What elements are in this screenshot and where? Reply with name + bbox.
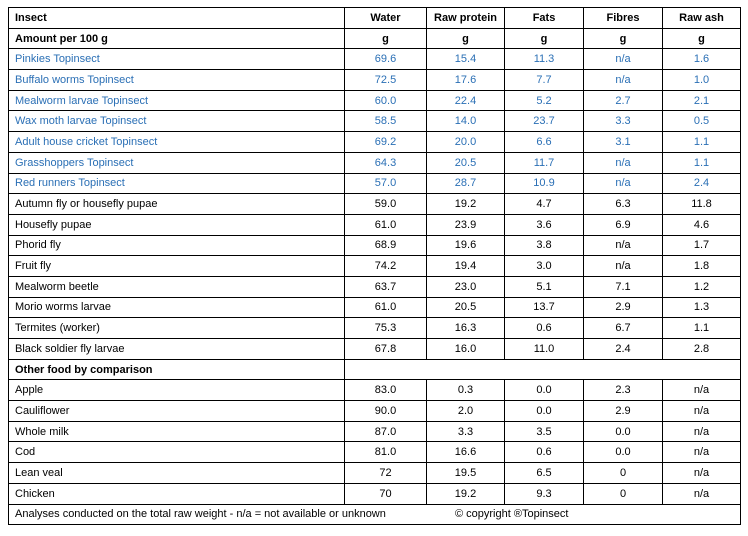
table-row xyxy=(9,483,741,504)
cell-water: 57.0 xyxy=(345,173,427,194)
footer-note: Analyses conducted on the total raw weight - n/a = not available or unknown xyxy=(15,508,386,521)
header-insect: Insect xyxy=(9,8,345,29)
unit-fibres: g xyxy=(584,28,663,49)
nutrition-table-body xyxy=(9,8,741,525)
row-name: Red runners Topinsect xyxy=(9,173,345,194)
units-label: Amount per 100 g xyxy=(9,28,345,49)
cell-raw-ash: 1.8 xyxy=(663,256,741,277)
row-name: Grasshoppers Topinsect xyxy=(9,152,345,173)
header-raw-protein: Raw protein xyxy=(427,8,505,29)
cell-fats: 7.7 xyxy=(505,70,584,91)
cell-water: 83.0 xyxy=(345,380,427,401)
footer-cell xyxy=(9,504,741,525)
table-row xyxy=(9,463,741,484)
cell-raw-protein: 3.3 xyxy=(427,421,505,442)
cell-raw-ash: 1.0 xyxy=(663,70,741,91)
cell-fibres: 3.1 xyxy=(584,132,663,153)
cell-water: 69.6 xyxy=(345,49,427,70)
footer-copyright: © copyright ®Topinsect xyxy=(455,508,569,521)
cell-fats: 5.2 xyxy=(505,90,584,111)
cell-raw-ash: 1.1 xyxy=(663,132,741,153)
cell-raw-protein: 19.6 xyxy=(427,235,505,256)
cell-fats: 11.7 xyxy=(505,152,584,173)
row-name: Cod xyxy=(9,442,345,463)
nutrition-table xyxy=(8,7,741,525)
cell-fats: 0.6 xyxy=(505,442,584,463)
cell-water: 90.0 xyxy=(345,401,427,422)
table-row xyxy=(9,339,741,360)
cell-fats: 10.9 xyxy=(505,173,584,194)
cell-fats: 0.6 xyxy=(505,318,584,339)
cell-raw-ash: 1.6 xyxy=(663,49,741,70)
row-name: Apple xyxy=(9,380,345,401)
cell-raw-protein: 20.0 xyxy=(427,132,505,153)
cell-raw-protein: 17.6 xyxy=(427,70,505,91)
header-fibres: Fibres xyxy=(584,8,663,29)
cell-raw-protein: 0.3 xyxy=(427,380,505,401)
cell-fats: 6.5 xyxy=(505,463,584,484)
cell-raw-protein: 16.6 xyxy=(427,442,505,463)
cell-fibres: 6.3 xyxy=(584,194,663,215)
cell-fats: 5.1 xyxy=(505,276,584,297)
cell-raw-ash: n/a xyxy=(663,483,741,504)
row-name: Adult house cricket Topinsect xyxy=(9,132,345,153)
cell-fibres: 2.7 xyxy=(584,90,663,111)
nutrition-table-container xyxy=(8,7,741,525)
row-name: Phorid fly xyxy=(9,235,345,256)
footer-row xyxy=(9,504,741,525)
cell-fibres: n/a xyxy=(584,235,663,256)
cell-fibres: n/a xyxy=(584,173,663,194)
cell-fats: 13.7 xyxy=(505,297,584,318)
cell-raw-ash: 1.2 xyxy=(663,276,741,297)
header-fats: Fats xyxy=(505,8,584,29)
cell-fats: 11.0 xyxy=(505,339,584,360)
row-name: Cauliflower xyxy=(9,401,345,422)
row-name: Black soldier fly larvae xyxy=(9,339,345,360)
table-row xyxy=(9,442,741,463)
cell-raw-protein: 16.3 xyxy=(427,318,505,339)
cell-raw-protein: 20.5 xyxy=(427,152,505,173)
row-name: Whole milk xyxy=(9,421,345,442)
unit-fats: g xyxy=(505,28,584,49)
row-name: Termites (worker) xyxy=(9,318,345,339)
cell-raw-ash: 1.7 xyxy=(663,235,741,256)
cell-water: 67.8 xyxy=(345,339,427,360)
cell-raw-ash: n/a xyxy=(663,463,741,484)
table-row xyxy=(9,214,741,235)
cell-fats: 3.5 xyxy=(505,421,584,442)
cell-fibres: n/a xyxy=(584,256,663,277)
cell-raw-protein: 19.2 xyxy=(427,194,505,215)
row-name: Mealworm beetle xyxy=(9,276,345,297)
row-name: Fruit fly xyxy=(9,256,345,277)
cell-raw-ash: 1.1 xyxy=(663,318,741,339)
table-row xyxy=(9,276,741,297)
cell-fibres: 7.1 xyxy=(584,276,663,297)
table-row xyxy=(9,49,741,70)
cell-raw-protein: 16.0 xyxy=(427,339,505,360)
cell-fibres: 2.3 xyxy=(584,380,663,401)
cell-fats: 3.0 xyxy=(505,256,584,277)
row-name: Mealworm larvae Topinsect xyxy=(9,90,345,111)
table-row xyxy=(9,256,741,277)
section-row-other-food xyxy=(9,359,741,380)
cell-raw-protein: 19.2 xyxy=(427,483,505,504)
cell-fats: 3.6 xyxy=(505,214,584,235)
unit-water: g xyxy=(345,28,427,49)
cell-raw-ash: 2.4 xyxy=(663,173,741,194)
cell-fibres: 2.9 xyxy=(584,297,663,318)
row-name: Autumn fly or housefly pupae xyxy=(9,194,345,215)
table-row xyxy=(9,401,741,422)
cell-fibres: 2.4 xyxy=(584,339,663,360)
header-raw-ash: Raw ash xyxy=(663,8,741,29)
cell-water: 75.3 xyxy=(345,318,427,339)
cell-fibres: 3.3 xyxy=(584,111,663,132)
unit-raw-protein: g xyxy=(427,28,505,49)
row-name: Chicken xyxy=(9,483,345,504)
cell-water: 64.3 xyxy=(345,152,427,173)
cell-water: 63.7 xyxy=(345,276,427,297)
cell-raw-protein: 28.7 xyxy=(427,173,505,194)
cell-raw-protein: 22.4 xyxy=(427,90,505,111)
row-name: Wax moth larvae Topinsect xyxy=(9,111,345,132)
cell-raw-protein: 15.4 xyxy=(427,49,505,70)
cell-raw-ash: n/a xyxy=(663,421,741,442)
cell-water: 72.5 xyxy=(345,70,427,91)
cell-raw-protein: 20.5 xyxy=(427,297,505,318)
cell-raw-ash: n/a xyxy=(663,442,741,463)
table-row xyxy=(9,421,741,442)
table-row xyxy=(9,173,741,194)
cell-raw-ash: 1.1 xyxy=(663,152,741,173)
table-row xyxy=(9,152,741,173)
cell-water: 74.2 xyxy=(345,256,427,277)
cell-fibres: 0 xyxy=(584,463,663,484)
cell-raw-ash: 11.8 xyxy=(663,194,741,215)
row-name: Housefly pupae xyxy=(9,214,345,235)
cell-fats: 6.6 xyxy=(505,132,584,153)
row-name: Lean veal xyxy=(9,463,345,484)
cell-fats: 9.3 xyxy=(505,483,584,504)
cell-fats: 0.0 xyxy=(505,380,584,401)
table-row xyxy=(9,194,741,215)
cell-raw-protein: 14.0 xyxy=(427,111,505,132)
cell-fibres: n/a xyxy=(584,70,663,91)
cell-raw-ash: n/a xyxy=(663,401,741,422)
cell-fibres: n/a xyxy=(584,152,663,173)
section-label: Other food by comparison xyxy=(9,359,345,380)
cell-raw-protein: 23.9 xyxy=(427,214,505,235)
cell-fibres: 2.9 xyxy=(584,401,663,422)
cell-fats: 23.7 xyxy=(505,111,584,132)
cell-water: 69.2 xyxy=(345,132,427,153)
cell-fibres: 0.0 xyxy=(584,421,663,442)
row-name: Pinkies Topinsect xyxy=(9,49,345,70)
cell-fats: 11.3 xyxy=(505,49,584,70)
cell-water: 70 xyxy=(345,483,427,504)
table-row xyxy=(9,380,741,401)
cell-water: 58.5 xyxy=(345,111,427,132)
units-row xyxy=(9,28,741,49)
table-row xyxy=(9,111,741,132)
table-row xyxy=(9,318,741,339)
cell-fibres: 6.9 xyxy=(584,214,663,235)
cell-water: 87.0 xyxy=(345,421,427,442)
table-row xyxy=(9,297,741,318)
cell-raw-protein: 2.0 xyxy=(427,401,505,422)
header-water: Water xyxy=(345,8,427,29)
cell-raw-ash: 0.5 xyxy=(663,111,741,132)
cell-fats: 4.7 xyxy=(505,194,584,215)
cell-fibres: 6.7 xyxy=(584,318,663,339)
cell-raw-ash: 2.1 xyxy=(663,90,741,111)
cell-raw-ash: n/a xyxy=(663,380,741,401)
table-row xyxy=(9,235,741,256)
cell-raw-protein: 19.4 xyxy=(427,256,505,277)
cell-water: 61.0 xyxy=(345,297,427,318)
section-empty-cell xyxy=(345,359,741,380)
cell-fibres: 0.0 xyxy=(584,442,663,463)
cell-water: 61.0 xyxy=(345,214,427,235)
cell-raw-ash: 2.8 xyxy=(663,339,741,360)
table-row xyxy=(9,132,741,153)
table-row xyxy=(9,70,741,91)
cell-fibres: n/a xyxy=(584,49,663,70)
cell-fibres: 0 xyxy=(584,483,663,504)
cell-raw-protein: 19.5 xyxy=(427,463,505,484)
cell-fats: 3.8 xyxy=(505,235,584,256)
cell-fats: 0.0 xyxy=(505,401,584,422)
cell-water: 81.0 xyxy=(345,442,427,463)
row-name: Morio worms larvae xyxy=(9,297,345,318)
header-row xyxy=(9,8,741,29)
cell-water: 68.9 xyxy=(345,235,427,256)
cell-raw-ash: 1.3 xyxy=(663,297,741,318)
table-row xyxy=(9,90,741,111)
cell-raw-ash: 4.6 xyxy=(663,214,741,235)
unit-raw-ash: g xyxy=(663,28,741,49)
row-name: Buffalo worms Topinsect xyxy=(9,70,345,91)
cell-raw-protein: 23.0 xyxy=(427,276,505,297)
cell-water: 60.0 xyxy=(345,90,427,111)
cell-water: 59.0 xyxy=(345,194,427,215)
cell-water: 72 xyxy=(345,463,427,484)
